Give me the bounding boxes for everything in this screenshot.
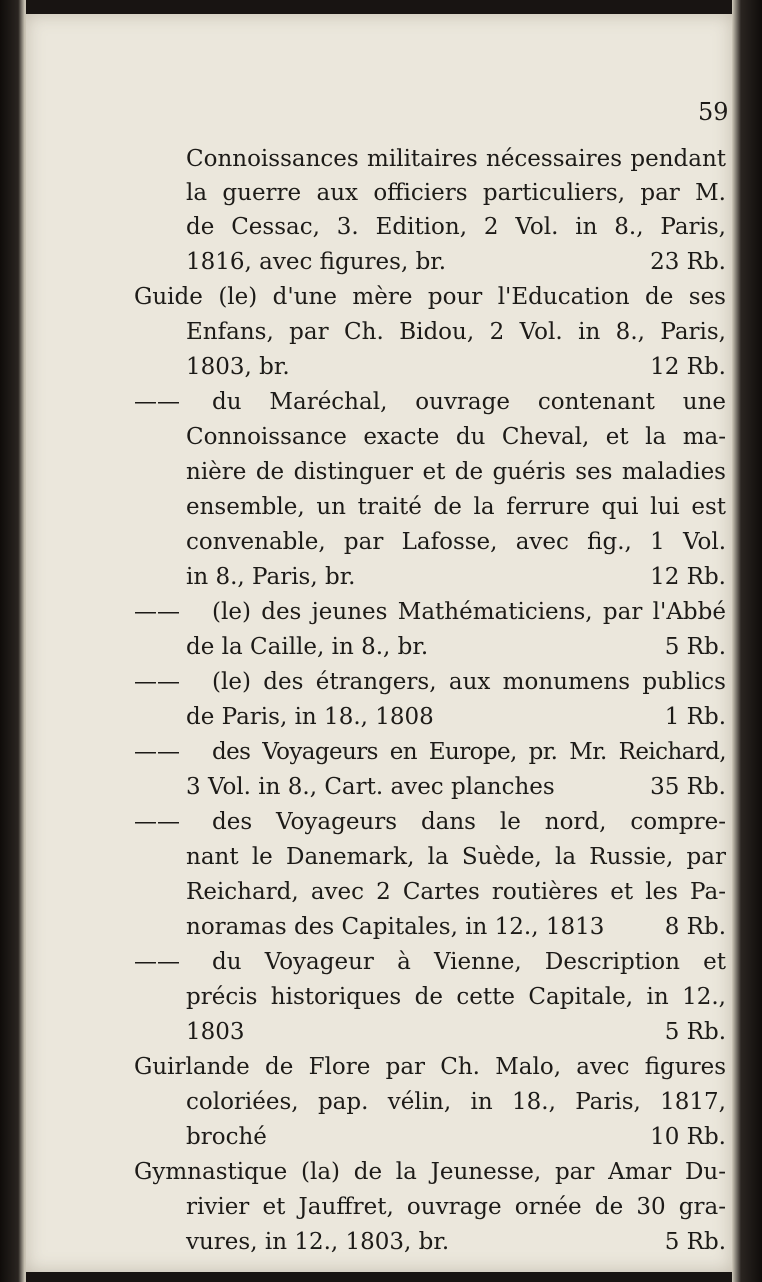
entry-heading-line: Gymnastique (la) de la Jeunesse, par Amar Du- (134, 1159, 726, 1185)
text-line: du Voyageur à Vienne, Description et (212, 949, 726, 975)
text-line: de Cessac, 3. Edition, 2 Vol. in 8., Paris, (186, 214, 726, 240)
text-line: précis historiques de cette Capitale, in 12., (186, 984, 726, 1010)
text-line: du Maréchal, ouvrage contenant une (212, 389, 726, 415)
ditto-dash: —— (134, 389, 180, 415)
price: 5 Rb. (664, 634, 726, 660)
entry-heading-line: Guirlande de Flore par Ch. Malo, avec figures (134, 1054, 726, 1080)
text-line: Reichard, avec 2 Cartes routières et les Pa- (186, 879, 726, 905)
text-line: (le) des jeunes Mathématiciens, par l'Abbé (212, 599, 726, 625)
text-line: 1803 (186, 1019, 245, 1045)
text-line: la guerre aux officiers particuliers, par M. (186, 180, 726, 206)
ditto-dash: —— (134, 949, 180, 975)
price: 12 Rb. (650, 564, 726, 590)
price: 8 Rb. (664, 914, 726, 940)
text-line: convenable, par Lafosse, avec fig., 1 Vol. (186, 529, 726, 555)
price: 10 Rb. (650, 1124, 726, 1150)
price: 12 Rb. (650, 354, 726, 380)
text-line: de Paris, in 18., 1808 (186, 704, 434, 730)
text-line: des Voyageurs en Europe, pr. Mr. Reichard, (212, 739, 726, 765)
entry-heading-line: Guide (le) d'une mère pour l'Education de ses (134, 284, 726, 310)
text-line: (le) des étrangers, aux monumens publics (212, 669, 726, 695)
price: 1 Rb. (664, 704, 726, 730)
book-page (26, 14, 732, 1272)
book-gutter-left (0, 0, 26, 1282)
text-line: Connoissance exacte du Cheval, et la ma- (186, 424, 726, 450)
text-line: Connoissances militaires nécessaires pendant (186, 146, 726, 172)
text-line: coloriées, pap. vélin, in 18., Paris, 1817, (186, 1089, 726, 1115)
text-line: broché (186, 1124, 267, 1150)
price: 5 Rb. (664, 1229, 726, 1255)
text-line: des Voyageurs dans le nord, compre- (212, 809, 726, 835)
ditto-dash: —— (134, 669, 180, 695)
text-line: 1803, br. (186, 354, 290, 380)
text-line: de la Caille, in 8., br. (186, 634, 429, 660)
price: 23 Rb. (650, 249, 726, 275)
ditto-dash: —— (134, 809, 180, 835)
price: 35 Rb. (650, 774, 726, 800)
ditto-dash: —— (134, 599, 180, 625)
text-line: Enfans, par Ch. Bidou, 2 Vol. in 8., Paris, (186, 319, 726, 345)
text-line: nant le Danemark, la Suède, la Russie, par (186, 844, 726, 870)
text-line: vures, in 12., 1803, br. (186, 1229, 450, 1255)
text-line: ensemble, un traité de la ferrure qui lui est (186, 494, 726, 520)
text-line: rivier et Jauffret, ouvrage ornée de 30 gra- (186, 1194, 726, 1220)
page-number: 59 (698, 98, 729, 126)
price: 5 Rb. (664, 1019, 726, 1045)
text-line: noramas des Capitales, in 12., 1813 (186, 914, 605, 940)
book-edge-right (732, 0, 762, 1282)
text-line: nière de distinguer et de guéris ses maladies (186, 459, 726, 485)
ditto-dash: —— (134, 739, 180, 765)
text-line: in 8., Paris, br. (186, 564, 356, 590)
text-line: 1816, avec figures, br. (186, 249, 447, 275)
text-line: 3 Vol. in 8., Cart. avec planches (186, 774, 555, 800)
